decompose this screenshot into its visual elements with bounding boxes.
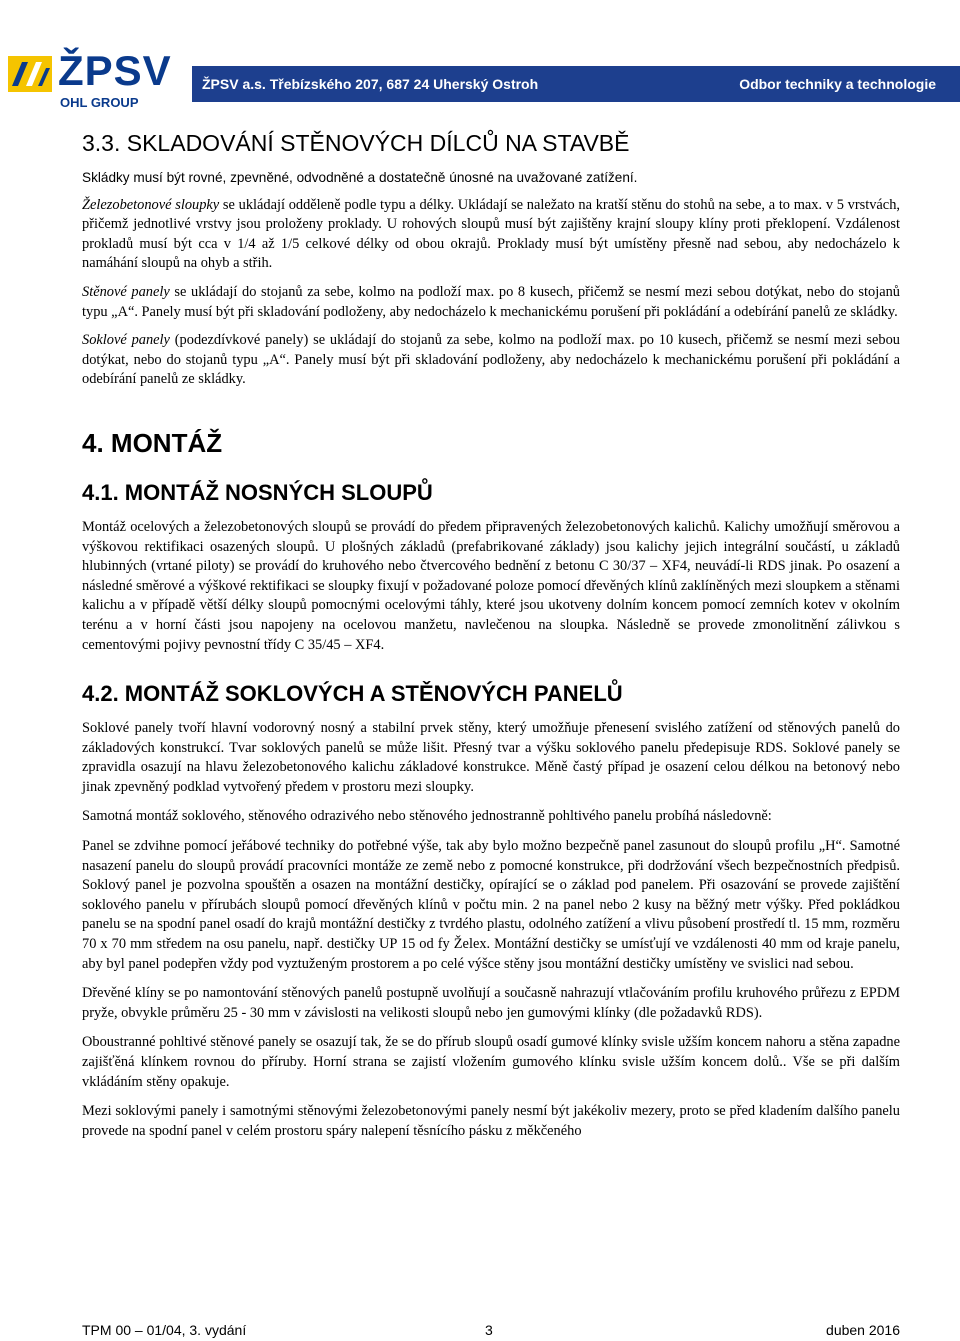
paragraph: Montáž ocelových a železobetonových sloupů se provádí do předem připravených železobetonových kalichů. Kalichy umožňují směrovou a výškovou rektifikaci osazených sloupů. U plošných základů (prefabrikované základy) jsou kalichy jejich integrální součástí, u základů hlubinných (vrtané piloty) se provádí do kruhového nebo čtvercového bednění z betonu C 30/37 – XF4, neuvádí-li RDS jinak. Po osazení a následné směrové a výškové rektifikaci se sloupky fixují v požadované poloze pomocí dřevěných klínů zaklíněných mezi sloupkem a stěnami kalichu a v případě větší délky sloupů pomocnými ocelovými táhly, které jsou ukotveny dolním koncem pomocí zemních kotev v okolním terénu a v horní části jsou napojeny na ocelovou manžetu, navlečenou na sloupka. Následně se provede zmonolitnění zálivkou s cementovými pojivy pevnostní třídy C 35/45 – XF4. xyxy=(82,518,900,653)
document-code: TPM 00 – 01/04, 3. vydání xyxy=(82,1322,247,1338)
page-footer xyxy=(82,1321,900,1341)
company-address: ŽPSV a.s. Třebízského 207, 687 24 Uherský Ostroh xyxy=(202,76,539,92)
paragraph: Panel se zdvihne pomocí jeřábové techniky do potřebné výše, tak aby bylo možno bezpečně panel zasunout do sloupů profilu „H“. Samotné nasazení panelu do sloupů provádí pracovníci montáže ze země nebo z pomocné konstrukce, při dodržování všech bezpečnostních předpisů. Soklový panel je pozvolna spouštěn a osazen na montážní destičky, opírající se o základ pod panelem. Při osazování se provede zajištění soklového panelu v přírubách sloupů pomocí dřevěných klínů v počtu min. 2 na panel nebo 2 kusy na běžný metr výšky. Před pokládkou panelu se na spodní panel osadí do krajů montážní destičky z tvrdého plastu, odolného zatížení a vlivu působení prostředí tl. 15 mm, rozměru 70 x 70 mm středem na osu panelu, např. destičky UP 15 od fy Želex. Montážní destičky se umísťují ve vzdálenosti 40 mm od kraje panelu, aby byl panel podepřen vždy pod vyztuženým prostorem a po celé výšce stěny jsou montážní destičky umístěny ve svislici nad sebou. xyxy=(82,838,900,972)
paragraph-lead: Železobetonové sloupky xyxy=(82,196,220,213)
paragraph xyxy=(82,331,900,390)
paragraph xyxy=(82,196,900,274)
document-body xyxy=(82,128,900,1141)
page-number: 3 xyxy=(485,1322,493,1338)
paragraph: Soklové panely tvoří hlavní vodorovný nosný a stabilní prvek stěny, který umožňuje přenesení svislého zatížení od stěnových panelů do základových konstrukcí. Tvar soklových panelů se může lišit. Přesný tvar a výšku soklového panelu předepisuje RDS. Soklové panely se zpravidla osazují na hlavu železobetonového kalichu základové konstrukce. Měně častý případ je osazení celou délkou na betonový nebo jinak zpevněný podklad vytvořený předem v prostoru mezi sloupky. xyxy=(82,720,900,795)
paragraph-text: Vzdálenost prokladů musí být cca v 1/4 až 1/5 celkové délky od obou okrajů. Proklady musí být umístěny přesně nad sebou, aby nedocházelo k namáhání sloupů na ohyb a střih. xyxy=(82,216,900,272)
section-4-2-title: 4.2. MONTÁŽ SOKLOVÝCH A STĚNOVÝCH PANELŮ xyxy=(82,681,623,707)
page-header xyxy=(0,0,960,112)
paragraph: Samotná montáž soklového, stěnového odrazivého nebo stěnového jednostranně pohltivého panelu probíhá následovně: xyxy=(82,808,772,825)
paragraph-text: se ukládají odděleně podle typu a délky. Ukládají se naležato na kratší stěnu do stohů na sebe, a to max. v 5 vrstvách, přičemž jednotlivé vrstvy jsou proloženy proklady. U rohových sloupů musí být zajištěny krajní sloupy klíny proti překlopení. xyxy=(82,196,900,233)
header-bar xyxy=(192,66,960,102)
section-4-1-title: 4.1. MONTÁŽ NOSNÝCH SLOUPŮ xyxy=(82,479,433,505)
section-4-title: 4. MONTÁŽ xyxy=(82,427,223,458)
logo-text: ŽPSV xyxy=(58,47,172,94)
paragraph xyxy=(82,283,900,322)
paragraph: Dřevěné klíny se po namontování stěnových panelů postupně uvolňují a současně nahrazují vtlačováním profilu kruhového průřezu z EPDM pryže, obvykle průměru 25 - 30 mm v závislosti na velikosti sloupů nebo jen gumovými klínky (dle požadavků RDS). xyxy=(82,985,900,1021)
paragraph: Mezi soklovými panely i samotnými stěnovými železobetonovými panely nesmí být jakékoliv mezery, proto se před kladením dalšího panelu provede na spodní panel v celém prostoru spáry nalepení těsnícího pásku z měkčeného xyxy=(82,1103,900,1139)
paragraph-text: (podezdívkové panely) se ukládají do stojanů za sebe, kolmo na podloží max. po 10 kusech, přičemž se nesmí mezi sebou dotýkat, nebo do stojanů typu „A“. Panely musí být při skladování podloženy, aby nedocházelo k mechanickému porušení při pokládání a odebírání panelů ze skládky. xyxy=(82,332,900,388)
paragraph xyxy=(82,168,900,188)
paragraph-text: Skládky musí být rovné, zpevněné, odvodněné a dostatečně únosné na uvažované zatížení. xyxy=(82,170,638,185)
footer-date: duben 2016 xyxy=(826,1322,900,1338)
paragraph: Oboustranné pohltivé stěnové panely se osazují tak, že se do přírub sloupů osadí gumové klínky svisle užším koncem nahoru a stěna zapadne zajišťěná klínkem rovnou do příruby. Horní strana se zajistí vložením gumového klínku svisle užším koncem dolů.. Vše se při dalším vkládáním stěny opakuje. xyxy=(82,1034,900,1090)
section-3-3-title: 3.3. SKLADOVÁNÍ STĚNOVÝCH DÍLCŮ NA STAVBĚ xyxy=(82,130,630,156)
logo-subtitle: OHL GROUP xyxy=(60,95,139,110)
paragraph-lead: Stěnové panely xyxy=(82,283,170,300)
paragraph-text: se ukládají do stojanů za sebe, kolmo na podloží max. po 8 kusech, přičemž se nesmí mezi sebou dotýkat, nebo do stojanů typu „A“. Panely musí být při skladování podloženy, aby nedocházelo k mechanickému porušení při pokládání a odebírání panelů ze skládky. xyxy=(82,283,900,320)
company-logo xyxy=(0,0,192,112)
department-name: Odbor techniky a technologie xyxy=(739,76,936,92)
paragraph-lead: Soklové panely xyxy=(82,332,170,349)
logo-emblem-icon xyxy=(8,56,52,92)
